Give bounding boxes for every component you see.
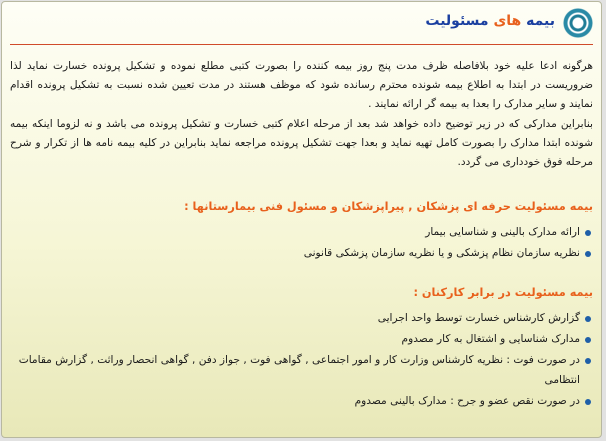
bullet-icon bbox=[585, 399, 591, 405]
bullet-icon bbox=[585, 230, 591, 236]
bullet-icon bbox=[585, 251, 591, 257]
list-item: نظریه سازمان نظام پزشکی و یا نظریه سازمان پزشکی قانونی bbox=[10, 243, 593, 264]
title-word-1: بیمه bbox=[526, 13, 555, 29]
list-item: مدارک شناسایی و اشتغال به کار مصدوم bbox=[10, 329, 593, 350]
section-title-medical-liability: بیمه مسئولیت حرفه ای پزشکان , پیراپزشکان و مسئول فنی بیمارستانها : bbox=[184, 200, 593, 213]
title-word-3: مسئولیت bbox=[425, 13, 489, 29]
content-panel bbox=[1, 1, 602, 438]
medical-liability-list bbox=[10, 222, 593, 264]
section-title-employer-liability: بیمه مسئولیت در برابر کارکنان : bbox=[413, 286, 593, 299]
bullet-icon bbox=[585, 358, 591, 364]
intro-text bbox=[10, 57, 593, 172]
page-title bbox=[425, 13, 555, 29]
emblem-logo-icon bbox=[563, 8, 593, 38]
intro-paragraph-1: هرگونه ادعا علیه خود بلافاصله ظرف مدت پنج روز بیمه کننده را بصورت کتبی مطلع نموده و تشکیل پرونده خسارت نماید لذا ضروریست در ابتدا به اطلاع بیمه شونده محترم رسانده شود که موظف هستند در مدت تعیین شده نسبت به تشکیل پرونده اقدام نمایند و سایر مدارک را بعدا به بیمه گر ارائه نمایند . bbox=[10, 60, 593, 111]
employer-liability-list bbox=[10, 308, 593, 412]
bullet-icon bbox=[585, 316, 591, 322]
title-word-2: های bbox=[488, 13, 527, 29]
list-item: گزارش کارشناس خسارت توسط واحد اجرایی bbox=[10, 308, 593, 329]
list-item: در صورت فوت : نظریه کارشناس وزارت کار و امور اجتماعی , گواهی فوت , جواز دفن , گواهی انحصار وراثت , گزارش مقامات انتظامی bbox=[10, 350, 593, 392]
list-item: ارائه مدارک بالینی و شناسایی بیمار bbox=[10, 222, 593, 243]
intro-paragraph-2: بنابراین مدارکی که در زیر توضیح داده خواهد شد بعد از مرحله اعلام کتبی خسارت و تشکیل پرونده می باشد و نه لزوما اینکه بیمه شونده ابتدا مدارک را بصورت کامل تهیه نماید و بعدا جهت تشکیل پرونده مراجعه نماید بنابراین در کلیه بیمه نامه ها از تکرار و شرح مرحله فوق خودداری می گردد. bbox=[10, 117, 593, 169]
bullet-icon bbox=[585, 337, 591, 343]
list-item: در صورت نقص عضو و جرح : مدارک بالینی مصدوم bbox=[10, 391, 593, 412]
title-divider bbox=[10, 44, 593, 45]
